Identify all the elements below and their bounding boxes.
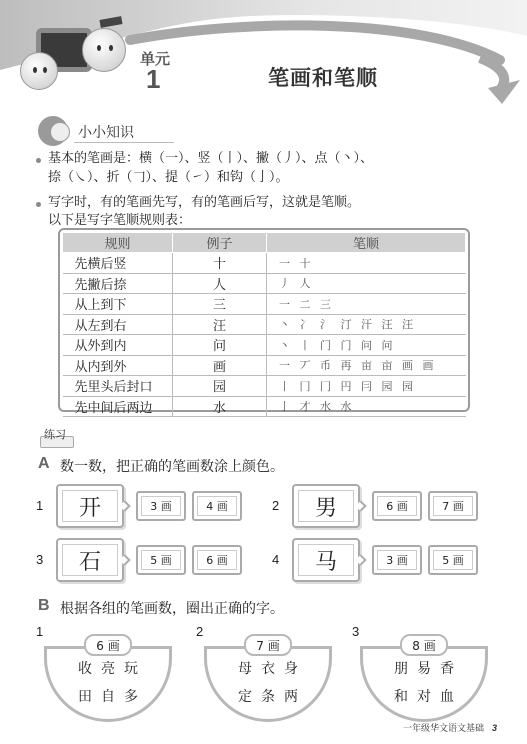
item-number: 3 <box>36 552 44 567</box>
stroke-count-option[interactable] <box>136 491 186 521</box>
question-a-text: 数一数，把正确的笔画数涂上颜色。 <box>60 459 284 475</box>
rule-cell: 先中间后两边 <box>63 396 173 417</box>
knowledge-p1-line2: 捺（㇏）、折（𠃌）、提（㇀）和钩（亅）。 <box>48 170 289 185</box>
example-cell: 三 <box>173 294 267 315</box>
table-header-row <box>63 233 466 253</box>
item-number: 2 <box>272 498 280 513</box>
bullet-icon <box>36 202 41 207</box>
table-row <box>63 253 466 274</box>
practice-badge: 练习 <box>44 428 66 441</box>
question-b-text: 根据各组的笔画数，圈出正确的字。 <box>60 601 284 617</box>
rule-cell: 从内到外 <box>63 355 173 376</box>
option-label: 6 画 <box>386 500 408 513</box>
character-bowl <box>360 630 488 722</box>
option-label: 5 画 <box>150 554 172 567</box>
stroke-count-option[interactable] <box>428 491 478 521</box>
mascot-face-icon <box>50 122 70 142</box>
option-label: 5 画 <box>442 554 464 567</box>
item-number: 4 <box>272 552 280 567</box>
option-label: 7 画 <box>442 500 464 513</box>
book-title: 一年级华文语文基础 <box>402 724 484 734</box>
stroke-count-option[interactable] <box>136 545 186 575</box>
knowledge-p1-line1: 基本的笔画是：横（一）、竖（丨）、撇（丿）、点（丶）、 <box>48 151 374 166</box>
character-box <box>292 484 360 528</box>
table-row <box>63 396 466 417</box>
stroke-order-cell: 丶 冫 氵 汀 汗 汪 汪 <box>267 314 466 335</box>
rule-cell: 先撇后捺 <box>63 273 173 294</box>
stroke-count-option[interactable] <box>192 491 242 521</box>
character-row[interactable]: 朋易香 <box>394 661 463 677</box>
rule-cell: 从上到下 <box>63 294 173 315</box>
character-box <box>292 538 360 582</box>
rule-cell: 从左到右 <box>63 314 173 335</box>
stroke-count-tag: 8 画 <box>400 634 448 656</box>
bullet-icon <box>36 158 41 163</box>
stroke-count-option[interactable] <box>372 491 422 521</box>
item-number: 1 <box>36 624 44 639</box>
character-box <box>56 484 124 528</box>
page-number: 3 <box>491 723 497 733</box>
stroke-order-cell: 一 二 三 <box>267 294 466 315</box>
stroke-count-option[interactable] <box>428 545 478 575</box>
option-label: 6 画 <box>206 554 228 567</box>
option-label: 4 画 <box>206 500 228 513</box>
item-number: 3 <box>352 624 360 639</box>
character-bowl <box>44 630 172 722</box>
knowledge-heading <box>38 116 158 146</box>
example-cell: 人 <box>173 273 267 294</box>
example-cell: 问 <box>173 335 267 356</box>
mascot-graduate-image <box>82 28 126 72</box>
character-row[interactable]: 田自多 <box>78 689 147 705</box>
table-row <box>63 355 466 376</box>
rule-cell: 从外到内 <box>63 335 173 356</box>
section-title: 小小知识 <box>78 125 134 141</box>
character-row[interactable]: 收亮玩 <box>78 661 147 677</box>
unit-label: 单元 <box>140 50 171 68</box>
option-label: 3 画 <box>386 554 408 567</box>
mascot-small-image <box>20 52 58 90</box>
character-row[interactable]: 和对血 <box>394 689 463 705</box>
character: 开 <box>62 490 118 522</box>
table-row <box>63 335 466 356</box>
rule-cell: 先里头后封口 <box>63 376 173 397</box>
stroke-order-cell: 丿 人 <box>267 273 466 294</box>
character: 男 <box>298 490 354 522</box>
stroke-count-option[interactable] <box>192 545 242 575</box>
page-footer <box>403 721 497 734</box>
stroke-order-cell: 一 丆 币 再 亩 亩 画 画 <box>267 355 466 376</box>
knowledge-p2-line2: 以下是写字笔顺规则表： <box>48 213 192 228</box>
character-bowl <box>204 630 332 722</box>
stroke-count-option[interactable] <box>372 545 422 575</box>
rule-cell: 先横后竖 <box>63 253 173 274</box>
question-b-letter: B <box>38 597 50 614</box>
example-cell: 汪 <box>173 314 267 335</box>
column-header: 规则 <box>63 233 173 253</box>
knowledge-p2-line1: 写字时，有的笔画先写，有的笔画后写，这就是笔顺。 <box>48 195 361 210</box>
character: 石 <box>62 544 118 576</box>
unit-header <box>0 0 527 115</box>
stroke-order-rules-table <box>62 232 466 417</box>
stroke-count-tag: 6 画 <box>84 634 132 656</box>
column-header: 笔顺 <box>267 233 466 253</box>
character: 马 <box>298 544 354 576</box>
stroke-order-cell: 丶 丨 门 门 问 问 <box>267 335 466 356</box>
option-label: 3 画 <box>150 500 172 513</box>
table-row <box>63 273 466 294</box>
column-header: 例子 <box>173 233 267 253</box>
stroke-order-cell: 亅 才 水 水 <box>267 396 466 417</box>
character-row[interactable]: 母衣身 <box>238 661 307 677</box>
example-cell: 画 <box>173 355 267 376</box>
character-row[interactable]: 定条两 <box>238 689 307 705</box>
example-cell: 水 <box>173 396 267 417</box>
stroke-order-cell: 丨 冂 冂 円 冃 园 园 <box>267 376 466 397</box>
table-row <box>63 314 466 335</box>
question-a-letter: A <box>38 455 50 472</box>
item-number: 1 <box>36 498 44 513</box>
unit-number: 1 <box>146 64 161 94</box>
section-divider <box>74 142 174 143</box>
page-title: 笔画和笔顺 <box>268 66 378 90</box>
table-row <box>63 376 466 397</box>
example-cell: 十 <box>173 253 267 274</box>
item-number: 2 <box>196 624 204 639</box>
character-box <box>56 538 124 582</box>
table-row <box>63 294 466 315</box>
stroke-order-cell: 一 十 <box>267 253 466 274</box>
stroke-count-tag: 7 画 <box>244 634 292 656</box>
example-cell: 园 <box>173 376 267 397</box>
